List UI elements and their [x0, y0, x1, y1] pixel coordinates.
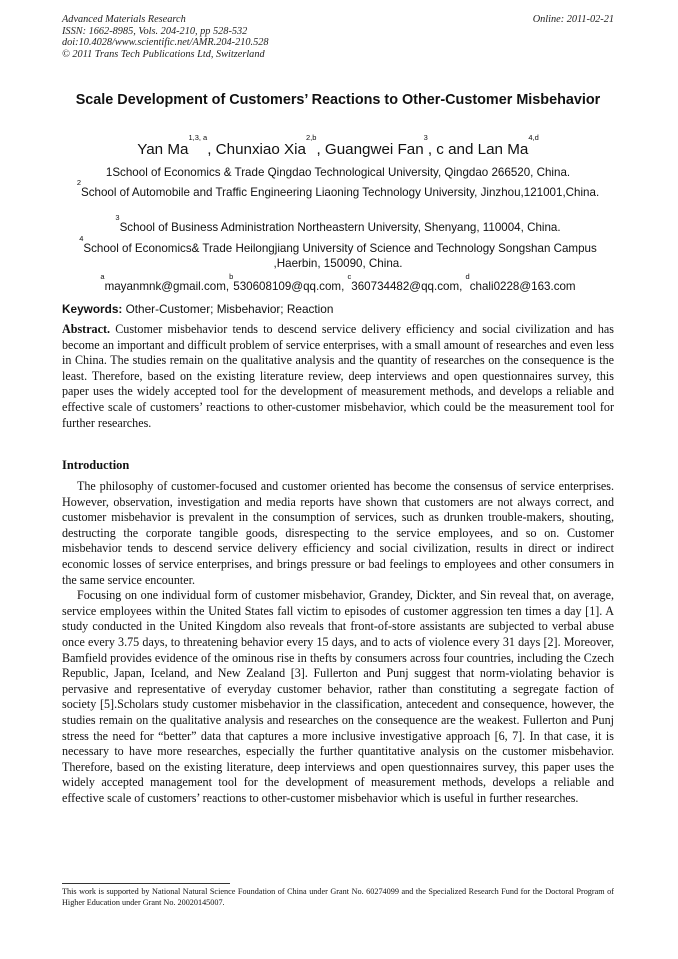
introduction-body	[62, 479, 614, 806]
keywords	[62, 302, 614, 317]
keywords-text: Other-Customer; Misbehavior; Reaction	[122, 302, 334, 316]
footnote: This work is supported by National Natural Science Foundation of China under Grant No. 60274099 and the Specialized Research Fund for the Doctoral Program of Higher Education under Grant No. 20020145007.	[62, 887, 614, 907]
abstract-label: Abstract.	[62, 322, 111, 336]
abstract	[62, 322, 614, 431]
author-separator: , c and	[427, 141, 478, 158]
journal-issn: ISSN: 1662-8985, Vols. 204-210, pp 528-532	[62, 25, 248, 37]
email-link[interactable]: 530608109@qq.com,	[233, 280, 348, 293]
affiliation-3: $^3$School of Business Administration Northeastern University, Shenyang, 110004, China.	[115, 213, 561, 234]
abstract-text: Customer misbehavior tends to descend service delivery efficiency and social civilization and has become an important and difficult problem of service enterprises, with a small amount of researches and even less in China. The studies remain on the qualitative analysis and the quantity of researches on the consequence is the least. Therefore, based on the existing literature review, deep interviews and open questionnaires survey, this paper uses the widely accepted tool for the development of measurement methods, and develops a reliable and effective scale of customers’ reactions to other-customer misbehavior, which could be the measurement tool for further researches.	[62, 322, 614, 430]
affiliation-mark: 4	[79, 234, 84, 243]
journal-header	[62, 14, 614, 60]
author-affiliation-mark: 3	[423, 133, 428, 142]
author-name: Guangwei Fan	[324, 141, 424, 158]
author-name: Chunxiao Xia	[215, 141, 306, 158]
author-list	[62, 133, 614, 160]
intro-paragraph-2: Focusing on one individual form of customer misbehavior, Grandey, Dickter, and Sin reveal that, on average, service employees within the United States fall victim to episodes of customer aggression ten times a day [1]. A study conducted in the United Kingdom also reveals that front-of-store assistants are subjected to verbal abuse once every 3.75 days, to threatening behavior every 15 days, and to acts of violence every 31 days [2]. Moreover, Bamfield provides evidence of the ominous rise in thefts by consumers across four countries, including the Czech Republic, Japan, Iceland, and New Zealand [3]. Fullerton and Punj suggest that norm-violating behavior is pervasive and representative of everyday customer behavior, rather than constituting a segregate faction of society [5].Scholars study customer misbehavior in the classification, antecedent and consequence, however, the studies remain on the qualitative analysis and researches on the consequence are the weakest. Fullerton and Punj stress the need for “better” data that captures a more inclusive investigative approach [6, 7]. In that case, it is necessary to have more researches, especially the further quantitative analysis on the customer misbehavior. Therefore, based on the existing literature, deep interviews and open questionnaires survey, this paper uses the widely accepted management tool for the development of measurement methods, develops a reliable and effective scale of customers’ reactions to other-customer misbehavior which is useful in further researches.	[62, 588, 614, 805]
footnote-rule	[62, 883, 230, 884]
online-date: Online: 2011-02-21	[532, 14, 614, 25]
affiliation-4: $^4$School of Economics& Trade Heilongjiang University of Science and Technology Songshan Campus ,Haerbin, 150090, China.	[79, 234, 597, 270]
author-separator: ,	[316, 141, 325, 158]
affiliation-1: 1School of Economics & Trade Qingdao Technological University, Qingdao 266520, China.	[105, 166, 571, 179]
author-separator: ,	[207, 141, 216, 158]
section-heading-introduction: Introduction	[62, 458, 130, 472]
journal-doi: doi:10.4028/www.scientific.net/AMR.204-210.528	[62, 37, 269, 49]
author-name: Lan Ma	[477, 141, 529, 158]
affiliation-mark: 3	[115, 213, 120, 222]
author-affiliation-mark: 1,3, a	[188, 133, 208, 142]
email-link[interactable]: mayanmnk@gmail.com,	[104, 280, 230, 293]
author-emails: $^a$mayanmnk@gmail.com,$^b$530608109@qq.com, $^c$360734482@qq.com, $^d$chali0228@163.com	[100, 272, 576, 293]
affiliation-2: $^2$School of Automobile and Traffic Engineering Liaoning Technology University, Jinzhou,121001,China.	[76, 178, 600, 199]
journal-copyright: © 2011 Trans Tech Publications Ltd, Switzerland	[62, 48, 265, 60]
email-link[interactable]: chali0228@163.com	[469, 280, 576, 293]
email-link[interactable]: 360734482@qq.com,	[351, 280, 466, 293]
intro-paragraph-1: The philosophy of customer-focused and customer oriented has become the consensus of service enterprises. However, observation, investigation and media reports have shown that customers are not always correct, and customer misbehavior is prevalent in the consumption of services, such as drunken trouble-makers, shouting, destructing the corporate tangible goods, disrespecting to the service employees, and so on. Customer misbehavior tends to descend service delivery efficiency and social civilization, results in direct or indirect economic losses of service enterprises, and brings pressure or bad feelings to employees and other consumers in the same service encounter.	[62, 479, 614, 587]
author-name: Yan Ma	[137, 141, 189, 158]
author-affiliation-mark: 2,b	[306, 133, 317, 142]
author-affiliation-mark: 4,d	[528, 133, 539, 142]
paper-title: Scale Development of Customers’ Reactions to Other-Customer Misbehavior	[75, 92, 601, 108]
journal-name: Advanced Materials Research	[62, 14, 186, 25]
affiliation-mark: 2	[76, 178, 81, 187]
keywords-label: Keywords:	[62, 302, 123, 316]
